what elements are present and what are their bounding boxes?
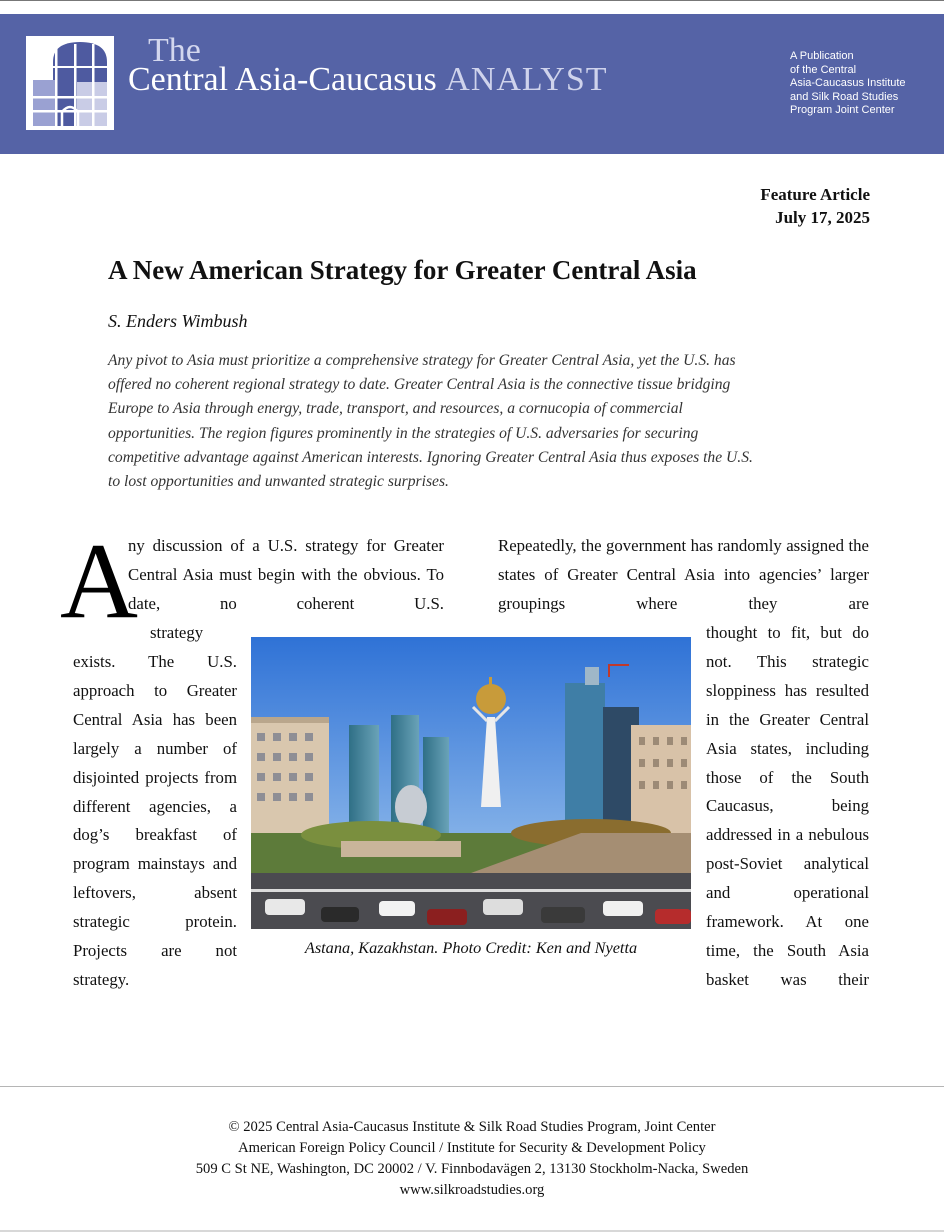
footer-copyright: © 2025 Central Asia-Caucasus Institute & Silk Road Studies Program, Joint Center (228, 1119, 716, 1135)
article-author: S. Enders Wimbush (108, 311, 248, 331)
footer-rule (0, 1086, 944, 1087)
column-2-paragraph: thought to fit, but do not. This strategic sloppiness has resulted in the Greater Central Asia states, including those of the South Caucasus, being addressed in a nebulous post-Soviet analytical and operational framework. At one time, the South Asia basket was their (706, 623, 869, 989)
column-2-lead-paragraph: Repeatedly, the government has randomly assigned the states of Greater Central Asia into agencies’ larger groupings where they are (498, 536, 869, 613)
article-type: Feature Article (760, 185, 870, 204)
top-rule (0, 0, 944, 1)
footer-website: www.silkroadstudies.org (399, 1182, 545, 1198)
column-1-lead-paragraph: ny discussion of a U.S. strategy for Greater Central Asia must begin with the obvious. To date, no coherent U.S. (128, 536, 444, 613)
footer-organizations: American Foreign Policy Council / Institute for Security & Development Policy (238, 1140, 706, 1156)
publication-note: A Publication of the Central Asia-Caucasus Institute and Silk Road Studies Program Joint Center (790, 50, 906, 116)
article-abstract: Any pivot to Asia must prioritize a comprehensive strategy for Greater Central Asia, yet the U.S. has offered no coherent regional strategy to date. Greater Central Asia is the connective tissue bridging Europe to Asia through energy, trade, transport, and resources, a cornucopia of commercial opportunities. The region figures prominently in the strategies of U.S. adversaries for securing competitive advantage against American interests. Ignoring Greater Central Asia thus exposes the U.S. to lost opportunities and unwanted strategic surprises. (108, 352, 753, 491)
masthead-title-main: Central Asia-Caucasus (128, 61, 437, 98)
article-title: A New American Strategy for Greater Central Asia (108, 255, 697, 285)
photo-caption: Astana, Kazakhstan. Photo Credit: Ken and Nyetta (304, 938, 638, 957)
column-1-paragraph: exists. The U.S. approach to Greater Central Asia has been largely a number of disjointed projects from different agencies, a dog’s breakfast of program mainstays and leftovers, absent strategic protein. Projects are not strategy. (73, 652, 237, 989)
masthead-banner (0, 14, 944, 154)
masthead-title (128, 62, 608, 98)
article-date: July 17, 2025 (775, 208, 870, 227)
drop-cap: A (60, 522, 138, 641)
logo-icon (26, 36, 114, 130)
masthead-the: The (148, 32, 201, 69)
article-meta (760, 183, 870, 229)
footer-address: 509 C St NE, Washington, DC 20002 / V. Finnbodavägen 2, 13130 Stockholm-Nacka, Sweden (195, 1161, 749, 1177)
column-1-wrap-word: strategy (150, 623, 204, 642)
masthead-title-accent: ANALYST (445, 61, 608, 98)
footer (0, 1117, 944, 1201)
astana-photo (251, 637, 691, 929)
